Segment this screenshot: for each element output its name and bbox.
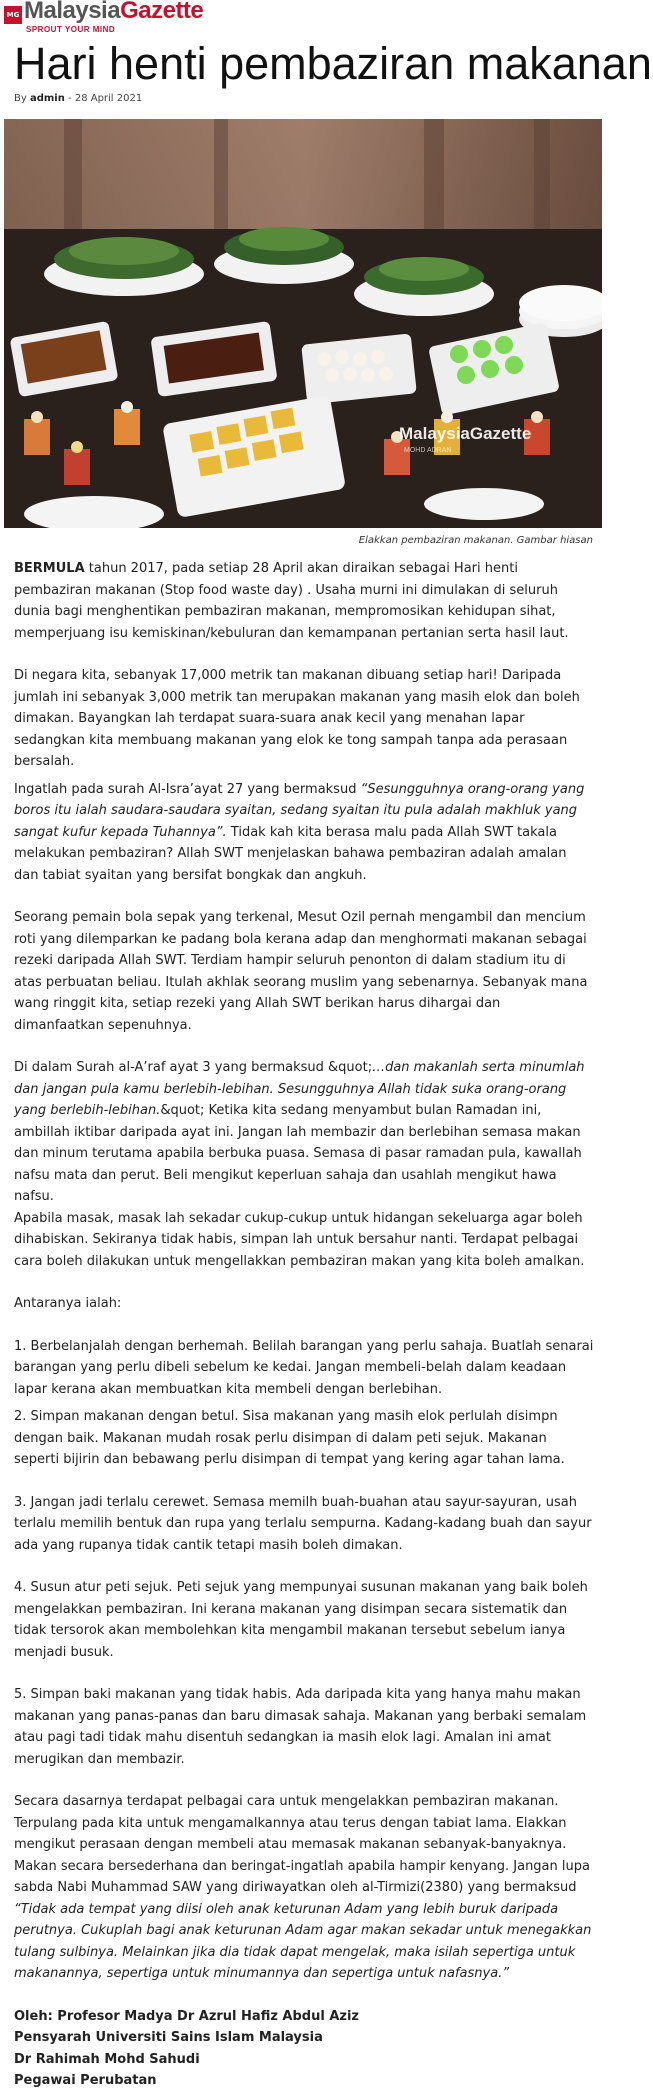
site-logo[interactable] <box>4 0 204 34</box>
logo-brand-part2: Gazette <box>120 0 204 24</box>
paragraph <box>14 1791 594 1985</box>
hero-image <box>4 119 602 528</box>
article-title: Hari henti pembaziran makanan <box>14 38 652 89</box>
list-item: 1. Berbelanjalah dengan berhemah. Belilah barangan yang perlu sahaja. Buatlah senarai barangan yang perlu dibeli sebelum ke kedai. Jangan membeli-belah dalam keadaan lapar kerana akan membuatkan kita membeli dengan berlebihan. <box>14 1338 594 1397</box>
paragraph-text: tahun 2017, pada setiap 28 April akan diraikan sebagai Hari henti pembaziran makanan (Stop food waste day) . Usaha murni ini dimulakan di seluruh dunia bagi menghentikan pembaziran makanan, mempromosikan kehidupan sihat, memperjuang isu kemiskinan/kebuluran dan kemampanan pertanian serta hasil laut. <box>14 561 569 641</box>
image-caption: Elakkan pembaziran makanan. Gambar hiasan <box>358 535 593 546</box>
paragraph <box>14 1057 594 1208</box>
author-link[interactable]: admin <box>29 93 65 104</box>
image-watermark: MalaysiaGazette <box>399 424 532 443</box>
paragraph-text: Secara dasarnya terdapat pelbagai cara untuk mengelakkan pembaziran makanan. Terpulang pada kita untuk mengamalkannya atau terus dengan tabiat lama. Elakkan mengikut perasaan dengan membeli atau memasak makanan sebanyak-banyaknya. Makan secara bersederhana dan beringat-ingatlah apabila hampir kenyang. Jangan lupa sabda Nabi Muhammad SAW yang diriwayatkan oleh al-Tirmizi(2380) yang bermaksud <box>14 1794 590 1895</box>
paragraph <box>14 779 594 887</box>
paragraph <box>14 558 594 644</box>
paragraph: Antaranya ialah: <box>14 1296 122 1311</box>
logo-brand-part1: Malaysia <box>24 0 121 24</box>
list-item: 5. Simpan baki makanan yang tidak habis. Ada daripada kita yang hanya mahu makan makanan yang panas-panas dan baru dimasak sahaja. Makanan yang berbaki semalam atau pagi tadi tidak mahu disentuh sedangkan ia masih elok lagi. Amalan ini amat merugikan dan membazir. <box>14 1687 587 1767</box>
article-body <box>14 558 594 2092</box>
logo-badge: MG <box>4 6 22 24</box>
paragraph-text: Tidak kah kita berasa malu pada Allah SWT takala melakukan pembaziran? Allah SWT menjelaskan bahawa pembaziran adalah amalan dan tabiat syaitan yang bersifat bongkak dan angkuh. <box>14 824 567 883</box>
list-item: 2. Simpan makanan dengan betul. Sisa makanan yang masih elok perlulah disimpn dengan baik. Makanan mudah rosak perlu disimpan di dalam peti sejuk. Makanan seperti bijirin dan bebawang perlu disimpan di tempat yang kering agar tahan lama. <box>14 1409 565 1467</box>
food-buffet-photo <box>4 119 602 528</box>
byline-prefix: By <box>14 93 27 104</box>
author-affiliation: Pensyarah Universiti Sains Islam Malaysia <box>14 2030 323 2045</box>
quote-text: “Sesungguhnya orang-orang yang boros itu ialah saudara-saudara syaitan, sedang syaitan itu pula adalah makhluk yang sangat kufur kepada Tuhannya”. <box>14 781 585 840</box>
paragraph: Di negara kita, sebanyak 17,000 metrik tan makanan dibuang setiap hari! Daripada jumlah ini sebanyak 3,000 metrik tan merupakan makanan yang masih elok dan boleh dimakan. Bayangkan lah terdapat suara-suara anak kecil yang menahan lapar sedangkan kita membuang makanan yang elok ke tong sampah tanpa ada perasaan bersalah. <box>14 668 580 769</box>
list-item: 3. Jangan jadi terlalu cerewet. Semasa memilh buah-buahan atau sayur-sayuran, usah terlalu memilih bentuk dan rupa yang terlalu sempurna. Kadang-kadang buah dan sayur ada yang rupanya tidak cantik tetapi masih boleh dimakan. <box>14 1494 592 1553</box>
list-item: 4. Susun atur peti sejuk. Peti sejuk yang mempunyai susunan makanan yang baik boleh mengelakkan pembaziran. Ini kerana makanan yang disimpan secara sistematik dan tidak tersorok akan membolehkan kita mengambil makanan tersebut sebelum ianya menjadi busuk. <box>14 1580 588 1660</box>
coauthor-affiliation: Pegawai Perubatan <box>14 2073 157 2088</box>
paragraph: Apabila masak, masak lah sekadar cukup-cukup untuk hidangan sekeluarga agar boleh dihabiskan. Sekiranya tidak habis, simpan lah untuk bersahur nanti. Terdapat pelbagai cara boleh dilakukan untuk mengellakkan pembaziran makan yang kita boleh amalkan. <box>14 1210 585 1269</box>
paragraph-text: Di dalam Surah al-A’raf ayat 3 yang bermaksud &quot; <box>14 1060 373 1075</box>
logo-tagline: SPROUT YOUR MIND <box>26 24 116 34</box>
author-signature: Oleh: Profesor Madya Dr Azrul Hafiz Abdul Aziz <box>14 2008 359 2024</box>
logo-brand <box>24 0 203 25</box>
lead-word: BERMULA <box>14 561 85 576</box>
paragraph-text: &quot; Ketika kita sedang menyambut bulan Ramadan ini, ambillah iktibar daripada ayat ini. Jangan lah membazir dan berlebihan semasa makan dan minum terutama apabila berbuka puasa. Semasa di pasar ramadan pula, kawallah nafsu mata dan perut. Beli mengikut keperluan sahaja dan usahlah mengikut hawa nafsu. <box>14 1103 582 1204</box>
logo-text <box>24 0 203 34</box>
coauthor-signature: Dr Rahimah Mohd Sahudi <box>14 2051 200 2067</box>
paragraph-text: Ingatlah pada surah Al-Isra’ayat 27 yang bermaksud <box>14 781 361 797</box>
byline <box>14 93 142 104</box>
quote-text: …dan makanlah serta minumlah dan jangan pula kamu berlebih-lebihan. Sesungguhnya Allah tidak suka orang-orang yang berlebih-lebihan. <box>14 1060 585 1118</box>
paragraph: Seorang pemain bola sepak yang terkenal, Mesut Ozil pernah mengambil dan mencium roti yang dilemparkan ke padang bola kerana adap dan menghormati makanan sebagai rezeki daripada Allah SWT. Terdiam hampir seluruh penonton di dalam stadium itu di atas perbuatan beliau. Itulah akhlak seorang muslim yang sebenarnya. Sebanyak mana wang ringgit kita, setiap rezeki yang Allah SWT berikan harus dihargai dan dimanfaatkan sepenuhnya. <box>14 910 588 1033</box>
image-watermark-sub: MOHD ADRAN <box>404 447 452 454</box>
quote-text: “Tidak ada tempat yang diisi oleh anak keturunan Adam yang lebih buruk daripada perutnya. Cukuplah bagi anak keturunan Adam agar makan sekadar untuk menegakkan tulang sulbinya. Melainkan jika dia tidak dapat mengelak, maka isilah sepertiga untuk makanannya, sepertiga untuk minumannya dan sepertiga untuk nafasnya.” <box>14 1901 592 1981</box>
publish-date: 28 April 2021 <box>74 93 143 104</box>
byline-separator: - <box>68 93 72 104</box>
